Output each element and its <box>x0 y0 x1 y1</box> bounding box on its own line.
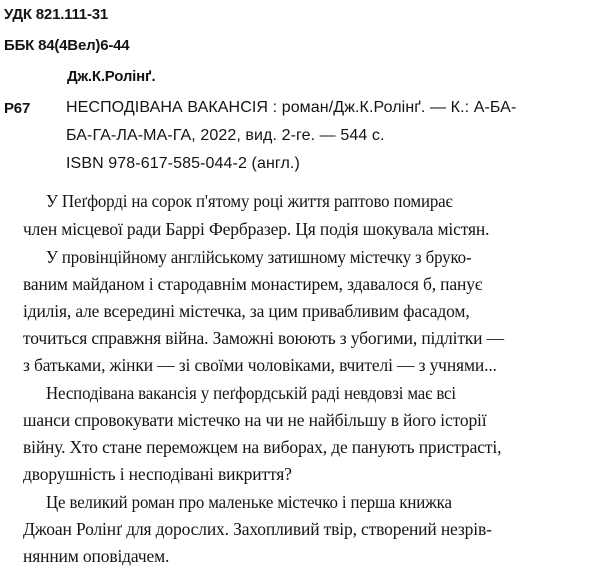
annotation-line: шанси спровокувати містечко на чи не найбільшу в його історії <box>23 410 487 430</box>
author-heading: Дж.К.Ролінґ. <box>67 68 156 85</box>
annotation-line: ваним майданом і стародавнім монастирем, здавалося б, панує <box>23 274 483 294</box>
annotation-line: Несподівана вакансія у пеґфордській раді невдовзі має всі <box>46 383 456 403</box>
annotation-line: нянним оповідачем. <box>23 546 170 566</box>
author-code-mark: Р67 <box>4 100 31 117</box>
isbn-line: ISBN 978-617-585-044-2 (англ.) <box>66 155 300 172</box>
annotation-line: війну. Хто стане переможцем на виборах, де панують пристрасті, <box>23 437 502 457</box>
annotation-line: Це великий роман про маленьке містечко і перша книжка <box>46 492 452 512</box>
annotation-line: У Пеґфорді на сорок п'ятому році життя раптово помирає <box>46 191 453 211</box>
annotation-line: з батьками, жінки — зі своїми чоловіками, вчителі — з учнями... <box>23 355 497 375</box>
udk-code: УДК 821.111-31 <box>4 6 109 23</box>
annotation-line: дворушність і несподівані викриття? <box>23 464 292 484</box>
annotation-line: Джоан Ролінґ для дорослих. Захопливий твір, створений незрів- <box>23 519 492 539</box>
annotation-line: У провінційному англійському затишному містечку з бруко- <box>46 247 472 267</box>
bibliographic-description-line-2: БА-ГА-ЛА-МА-ГА, 2022, вид. 2-ге. — 544 с. <box>66 127 385 144</box>
annotation-line: член місцевої ради Баррі Фербразер. Ця подія шокувала містян. <box>23 219 490 239</box>
bbk-code: ББК 84(4Вел)6-44 <box>4 37 130 54</box>
bibliographic-description-line-1: НЕСПОДІВАНА ВАКАНСІЯ : роман/Дж.К.Ролінґ. — К.: А-БА- <box>66 99 517 116</box>
annotation-line: ідилія, але всередині містечка, за цим привабливим фасадом, <box>23 301 470 321</box>
annotation-line: точиться справжня війна. Заможні воюють з убогими, підлітки — <box>23 328 504 348</box>
